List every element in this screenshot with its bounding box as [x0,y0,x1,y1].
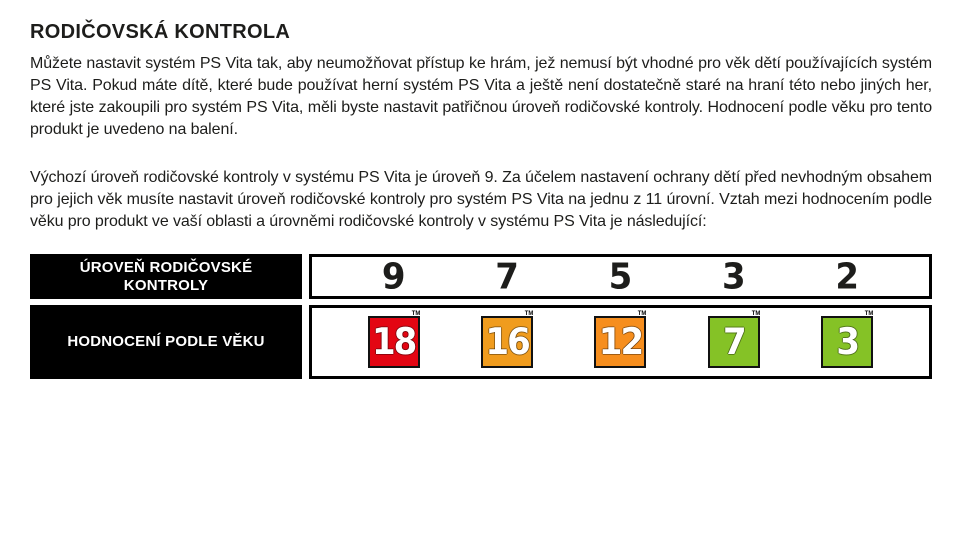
level-row [30,254,932,299]
trademark-label: TM [638,310,647,317]
parental-control-table [30,254,932,379]
trademark-label: TM [524,310,534,317]
parental-level-value: 9 [381,255,406,298]
age-rating-number: 3 [836,320,859,364]
age-rating-badge-18 [368,310,420,368]
trademark-label: TM [751,310,761,317]
intro-paragraph: Můžete nastavit systém PS Vita tak, aby neumožňovat přístup ke hrám, jež nemusí být vhodné pro věk dětí používajících systém PS Vita. Pokud máte dítě, které bude používat herní systém PS Vita a ještě není dostatečně staré na hraní této nebo jiných her, které jste zakoupili pro systém PS Vita, měli byste nastavit patřičnou úroveň rodičovské kontroly. Hodnocení podle věku pro tento produkt je uvedeno na balení. [30,55,932,138]
parental-level-value: 2 [835,255,860,298]
age-rating-number: 7 [723,320,745,364]
trademark-label: TM [864,310,874,317]
age-rating-badge-7 [708,310,761,368]
rating-row-label-cell [30,305,302,379]
age-rating-number: 18 [372,320,416,364]
age-rating-badge-12 [594,310,647,368]
age-rating-number: 16 [485,320,529,364]
level-values-cell [309,254,932,299]
parental-level-value: 3 [722,255,746,298]
rating-row-label: HODNOCENÍ PODLE VĚKU [67,333,265,350]
age-rating-number: 12 [598,320,643,364]
level-row-label: ÚROVEŇ RODIČOVSKÉ KONTROLY [79,258,253,294]
parental-level-value: 5 [608,255,633,298]
levels-paragraph: Výchozí úroveň rodičovské kontroly v systému PS Vita je úroveň 9. Za účelem nastavení ochrany dětí před nevhodným obsahem pro jejich věk musíte nastavit úroveň rodičovské kontroly pro systém PS Vita na jednu z 11 úrovní. Vztah mezi hodnocením podle věku pro produkt ve vaší oblasti a úrovněmi rodičovské kontroly v systému PS Vita je následující: [30,169,932,230]
rating-values-cell [309,305,932,379]
parental-level-value: 7 [495,255,519,298]
trademark-label: TM [411,310,420,317]
level-row-label-cell [30,254,302,299]
page-title: RODIČOVSKÁ KONTROLA [30,21,291,43]
age-rating-badge-3 [821,310,874,368]
rating-row [30,305,932,379]
age-rating-badge-16 [481,310,534,368]
